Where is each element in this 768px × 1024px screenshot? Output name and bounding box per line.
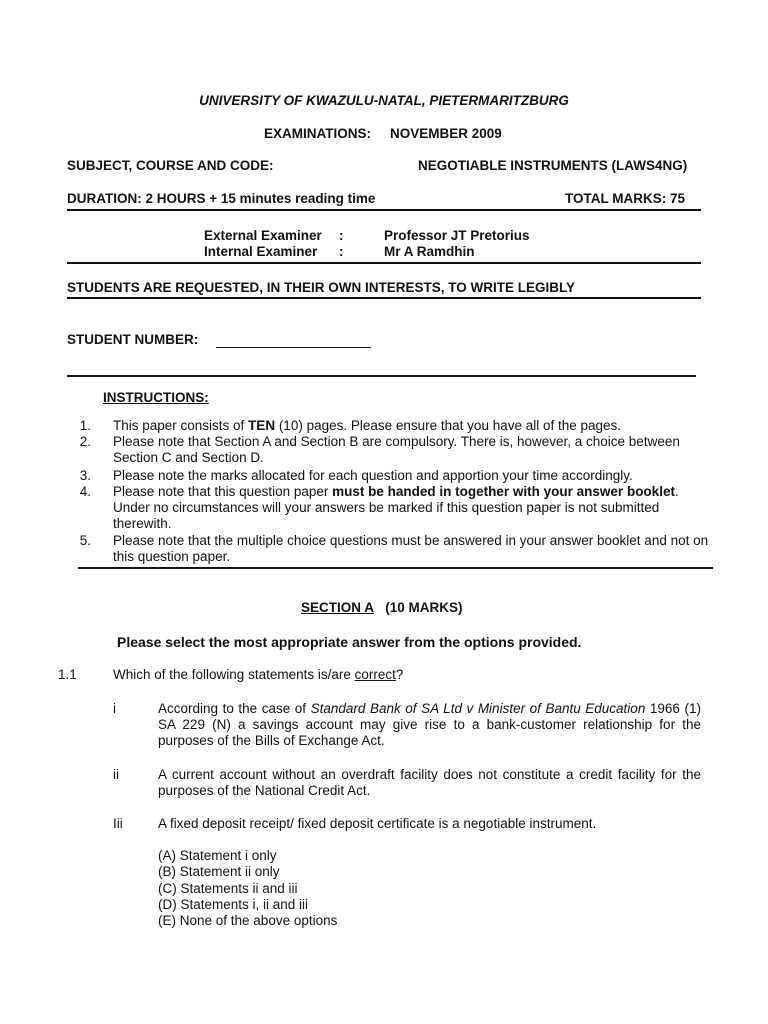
instruction-text-part: . Under no circumstances will your answers be marked if this question paper is not submitted therewith. — [113, 484, 679, 531]
header-divider — [67, 209, 701, 211]
notice-divider — [67, 297, 701, 299]
instruction-number: 2. — [79, 434, 91, 449]
statement-label: ii — [113, 767, 119, 782]
instruction-text-part: Please note that this question paper — [113, 484, 333, 499]
statement-text-part: 1966 (1) SA 229 (N) a savings account may give rise to a bank-customer relationship for the purposes of the Bills of Exchange Act. — [158, 701, 701, 748]
internal-examiner-label: Internal Examiner — [204, 244, 318, 259]
case-citation: Standard Bank of SA Ltd v Minister of Bantu Education — [310, 701, 646, 716]
statement-text — [158, 701, 701, 749]
answer-option: (C) Statements ii and iii — [158, 881, 298, 896]
examiners-divider — [67, 262, 701, 264]
total-marks: TOTAL MARKS: 75 — [565, 191, 686, 206]
internal-examiner-name: Mr A Ramdhin — [384, 244, 475, 259]
instruction-text: Please note the marks allocated for each question and apportion your time accordingly. — [113, 468, 633, 483]
student-number-field[interactable] — [216, 347, 371, 348]
question-stem-emphasis: correct — [354, 667, 396, 682]
question-number: 1.1 — [58, 667, 77, 682]
instruction-number: 1. — [79, 418, 91, 433]
question-stem-text: ? — [395, 667, 404, 682]
section-heading — [301, 600, 463, 615]
answer-option: (D) Statements i, ii and iii — [158, 897, 309, 912]
instruction-emphasis: TEN — [248, 418, 276, 433]
question-stem-text: Which of the following statements is/are — [113, 667, 355, 682]
statement-text: A current account without an overdraft facility does not constitute a credit facility for the purposes of the National Credit Act. — [158, 767, 701, 798]
instruction-text — [113, 418, 705, 434]
student-number-label: STUDENT NUMBER: — [67, 332, 199, 347]
instructions-divider — [78, 567, 713, 569]
statement-label: Iii — [113, 816, 123, 831]
section-prompt: Please select the most appropriate answer from the options provided. — [117, 634, 582, 650]
instruction-text-part: (10) pages. Please ensure that you have all of the pages. — [275, 418, 622, 433]
instruction-emphasis: must be handed in together with your answer booklet — [332, 484, 675, 499]
instruction-number: 3. — [79, 468, 91, 483]
section-title: SECTION A — [301, 600, 375, 615]
legibility-notice: STUDENTS ARE REQUESTED, IN THEIR OWN INTERESTS, TO WRITE LEGIBLY — [67, 280, 576, 295]
student-number-divider — [67, 375, 696, 377]
subject-label: SUBJECT, COURSE AND CODE: — [67, 158, 274, 173]
instruction-text: Please note that Section A and Section B are compulsory. There is, however, a choice between Section C and Section D. — [113, 434, 680, 465]
instruction-number: 4. — [79, 484, 91, 499]
statement-text-part: According to the case of — [158, 701, 311, 716]
external-examiner-name: Professor JT Pretorius — [384, 228, 530, 243]
external-examiner-label: External Examiner — [204, 228, 322, 243]
instructions-heading: INSTRUCTIONS: — [103, 390, 209, 405]
answer-option: (A) Statement i only — [158, 848, 277, 863]
answer-option: (B) Statement ii only — [158, 864, 280, 879]
external-examiner-separator: : — [339, 228, 344, 243]
university-title: UNIVERSITY OF KWAZULU-NATAL, PIETERMARITZBURG — [199, 93, 569, 108]
instruction-number: 5. — [79, 533, 91, 548]
answer-option: (E) None of the above options — [158, 913, 338, 928]
statement-text: A fixed deposit receipt/ fixed deposit certificate is a negotiable instrument. — [158, 816, 597, 831]
examinations-value: NOVEMBER 2009 — [390, 126, 502, 141]
instruction-text: Please note that the multiple choice questions must be answered in your answer booklet and not on this question paper. — [113, 533, 709, 564]
instruction-text-part: This paper consists of — [113, 418, 249, 433]
section-marks: (10 MARKS) — [385, 600, 463, 615]
examinations-label: EXAMINATIONS: — [264, 126, 371, 141]
instruction-text — [113, 484, 705, 532]
statement-label: i — [113, 701, 116, 716]
internal-examiner-separator: : — [339, 244, 344, 259]
question-stem — [113, 667, 403, 682]
subject-value: NEGOTIABLE INSTRUMENTS (LAWS4NG) — [418, 158, 688, 173]
duration: DURATION: 2 HOURS + 15 minutes reading time — [67, 191, 376, 206]
